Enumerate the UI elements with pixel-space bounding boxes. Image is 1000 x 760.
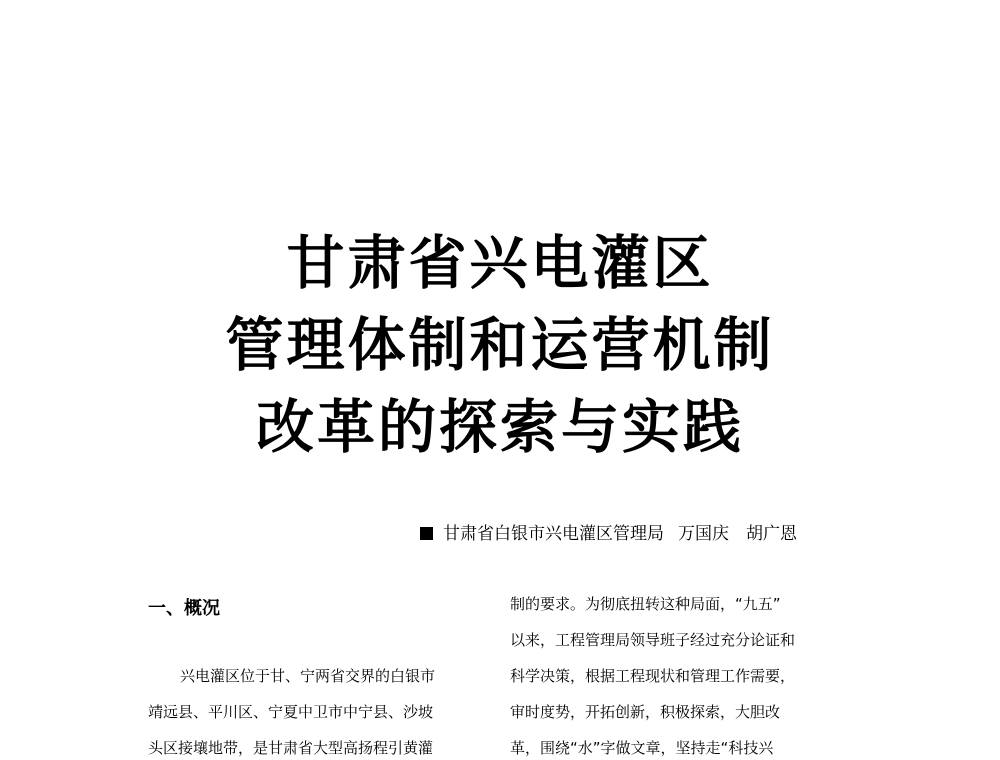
author-names: 万国庆 胡广恩 [678, 524, 797, 544]
article-title [0, 222, 1000, 468]
body-text-line: 兴电灌区位于甘、宁两省交界的白银市 [180, 667, 436, 685]
body-text-line: 靖远县、平川区、宁夏中卫市中宁县、沙坡 [148, 703, 434, 721]
body-text-line: 审时度势，开拓创新，积极探索，大胆改 [510, 703, 781, 721]
title-line-2: 管理体制和运营机制 [225, 311, 775, 379]
body-text-line: 革，围绕“水”字做文章，坚持走“科技兴 [510, 739, 774, 757]
byline [420, 522, 797, 546]
section-heading: 一、概况 [148, 598, 220, 619]
title-line-3: 改革的探索与实践 [255, 393, 744, 461]
author-organization: 甘肃省白银市兴电灌区管理局 [443, 524, 664, 544]
title-line-1: 甘肃省兴电灌区 [286, 229, 714, 297]
body-text-line: 制的要求。为彻底扭转这种局面，“九五” [510, 595, 781, 613]
body-text-line: 以来，工程管理局领导班子经过充分论证和 [510, 631, 796, 649]
body-text-line: 科学决策，根据工程现状和管理工作需要， [510, 667, 796, 685]
square-bullet-icon [420, 527, 433, 540]
body-text-line: 头区接壤地带，是甘肃省大型高扬程引黄灌 [148, 739, 434, 757]
